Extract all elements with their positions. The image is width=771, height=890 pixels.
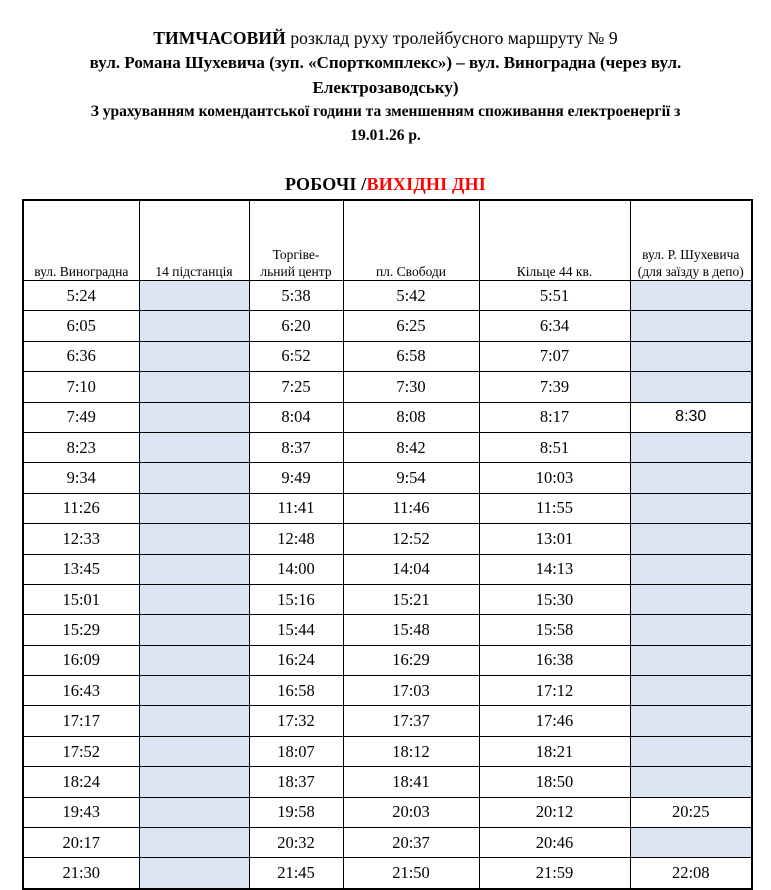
time-cell: 15:16 [249, 584, 343, 614]
time-cell: 8:17 [479, 402, 630, 432]
time-cell-empty [139, 584, 249, 614]
time-cell: 8:51 [479, 432, 630, 462]
time-cell-empty [630, 493, 752, 523]
day-type-workdays: РОБОЧІ / [284, 174, 367, 194]
time-cell: 18:21 [479, 736, 630, 766]
table-row [23, 432, 752, 462]
time-cell: 6:34 [479, 311, 630, 341]
time-cell-empty [139, 493, 249, 523]
time-cell-empty [630, 615, 752, 645]
time-cell: 8:37 [249, 432, 343, 462]
time-cell: 11:46 [343, 493, 479, 523]
route-description: вул. Романа Шухевича (зуп. «Спорткомплекс») – вул. Виноградна (через вул. Електрозаводську) [89, 53, 682, 97]
time-cell: 14:13 [479, 554, 630, 584]
time-cell: 11:55 [479, 493, 630, 523]
column-header-label: Кільце 44 кв. [516, 264, 593, 279]
time-cell: 7:30 [343, 372, 479, 402]
time-cell-empty [139, 311, 249, 341]
time-cell-empty [139, 797, 249, 827]
time-cell: 8:23 [23, 432, 139, 462]
table-row [23, 554, 752, 584]
column-header-6 [630, 200, 752, 281]
time-cell-empty [630, 554, 752, 584]
time-cell: 16:24 [249, 645, 343, 675]
time-cell-empty [630, 767, 752, 797]
time-cell: 6:52 [249, 341, 343, 371]
time-cell: 20:25 [630, 797, 752, 827]
time-cell-empty [139, 554, 249, 584]
time-cell: 17:03 [343, 676, 479, 706]
column-header-5 [479, 200, 630, 281]
column-header-1 [23, 200, 139, 281]
time-cell-empty [139, 858, 249, 889]
time-cell: 16:58 [249, 676, 343, 706]
day-type-holidays: ВИХІДНІ ДНІ [366, 174, 487, 194]
time-cell: 15:21 [343, 584, 479, 614]
time-cell: 13:01 [479, 524, 630, 554]
time-cell: 17:46 [479, 706, 630, 736]
time-cell: 21:50 [343, 858, 479, 889]
time-cell: 12:52 [343, 524, 479, 554]
time-cell-empty [139, 341, 249, 371]
time-cell: 6:25 [343, 311, 479, 341]
table-row [23, 402, 752, 432]
time-cell-empty [139, 524, 249, 554]
table-row [23, 524, 752, 554]
time-cell-empty [139, 402, 249, 432]
time-cell-empty [630, 372, 752, 402]
time-cell-empty [630, 311, 752, 341]
page-title [40, 26, 731, 50]
time-cell-empty [630, 524, 752, 554]
time-cell-empty [139, 615, 249, 645]
time-cell-empty [139, 767, 249, 797]
table-row [23, 706, 752, 736]
time-cell: 7:07 [479, 341, 630, 371]
time-cell-empty [139, 706, 249, 736]
time-cell-empty [630, 584, 752, 614]
table-row [23, 615, 752, 645]
schedule-table-wrapper [22, 199, 751, 890]
time-cell: 14:04 [343, 554, 479, 584]
schedule-table-head [23, 200, 752, 281]
time-cell: 9:49 [249, 463, 343, 493]
time-cell: 15:01 [23, 584, 139, 614]
time-cell: 20:17 [23, 828, 139, 858]
time-cell: 8:08 [343, 402, 479, 432]
table-row [23, 372, 752, 402]
table-row [23, 311, 752, 341]
time-cell: 13:45 [23, 554, 139, 584]
time-cell: 15:44 [249, 615, 343, 645]
time-cell: 8:30 [630, 402, 752, 432]
time-cell: 16:29 [343, 645, 479, 675]
time-cell: 20:32 [249, 828, 343, 858]
time-cell: 21:59 [479, 858, 630, 889]
table-row [23, 493, 752, 523]
time-cell: 6:36 [23, 341, 139, 371]
time-cell: 20:46 [479, 828, 630, 858]
time-cell: 7:39 [479, 372, 630, 402]
time-cell: 5:51 [479, 281, 630, 311]
time-cell-empty [139, 463, 249, 493]
time-cell: 8:04 [249, 402, 343, 432]
time-cell-empty [139, 281, 249, 311]
schedule-table [22, 199, 753, 890]
time-cell: 16:43 [23, 676, 139, 706]
time-cell: 15:48 [343, 615, 479, 645]
column-header-4 [343, 200, 479, 281]
table-row [23, 828, 752, 858]
time-cell: 12:33 [23, 524, 139, 554]
time-cell-empty [630, 736, 752, 766]
time-cell: 16:09 [23, 645, 139, 675]
table-row [23, 858, 752, 889]
time-cell: 15:58 [479, 615, 630, 645]
time-cell-empty [630, 463, 752, 493]
page-title-emphasis: ТИМЧАСОВИЙ [153, 28, 286, 48]
time-cell: 20:12 [479, 797, 630, 827]
time-cell: 5:38 [249, 281, 343, 311]
time-cell: 19:58 [249, 797, 343, 827]
time-cell: 6:58 [343, 341, 479, 371]
time-cell: 6:05 [23, 311, 139, 341]
day-type-heading [0, 174, 771, 195]
time-cell: 11:26 [23, 493, 139, 523]
table-row [23, 463, 752, 493]
time-cell-empty [630, 341, 752, 371]
schedule-table-body [23, 281, 752, 889]
table-row [23, 797, 752, 827]
time-cell: 8:42 [343, 432, 479, 462]
time-cell: 18:07 [249, 736, 343, 766]
time-cell: 6:20 [249, 311, 343, 341]
title-block [0, 0, 771, 148]
time-cell: 9:34 [23, 463, 139, 493]
time-cell-empty [630, 676, 752, 706]
time-cell: 18:24 [23, 767, 139, 797]
curfew-note: З урахуванням комендантської години та зменшенням споживання електроенергії з [90, 103, 681, 120]
time-cell-empty [139, 736, 249, 766]
table-row [23, 584, 752, 614]
time-cell: 20:37 [343, 828, 479, 858]
time-cell: 17:17 [23, 706, 139, 736]
page-title-rest: розклад руху тролейбусного маршруту № 9 [285, 28, 618, 48]
table-row [23, 676, 752, 706]
table-row [23, 645, 752, 675]
time-cell-empty [630, 828, 752, 858]
time-cell: 17:37 [343, 706, 479, 736]
column-header-label: Торгіве- льний центр [260, 247, 332, 279]
effective-date: 19.01.26 р. [350, 127, 421, 144]
time-cell: 15:29 [23, 615, 139, 645]
time-cell: 21:45 [249, 858, 343, 889]
time-cell-empty [139, 676, 249, 706]
time-cell: 7:25 [249, 372, 343, 402]
time-cell: 5:42 [343, 281, 479, 311]
time-cell: 18:12 [343, 736, 479, 766]
column-header-label: 14 підстанція [155, 264, 233, 279]
column-header-label: вул. Р. Шухевича (для заїзду в депо) [637, 247, 744, 279]
column-header-3 [249, 200, 343, 281]
time-cell: 17:52 [23, 736, 139, 766]
time-cell: 17:32 [249, 706, 343, 736]
header-row [23, 200, 752, 281]
time-cell-empty [139, 372, 249, 402]
column-header-label: вул. Виноградна [34, 264, 129, 279]
time-cell-empty [630, 706, 752, 736]
time-cell: 17:12 [479, 676, 630, 706]
time-cell: 7:49 [23, 402, 139, 432]
time-cell: 15:30 [479, 584, 630, 614]
time-cell: 12:48 [249, 524, 343, 554]
time-cell: 9:54 [343, 463, 479, 493]
time-cell-empty [630, 432, 752, 462]
time-cell: 16:38 [479, 645, 630, 675]
time-cell-empty [139, 432, 249, 462]
time-cell: 5:24 [23, 281, 139, 311]
table-row [23, 341, 752, 371]
time-cell: 18:37 [249, 767, 343, 797]
time-cell: 18:50 [479, 767, 630, 797]
time-cell-empty [630, 281, 752, 311]
column-header-label: пл. Свободи [375, 264, 447, 279]
table-row [23, 281, 752, 311]
time-cell-empty [139, 645, 249, 675]
table-row [23, 767, 752, 797]
table-row [23, 736, 752, 766]
time-cell: 10:03 [479, 463, 630, 493]
time-cell: 20:03 [343, 797, 479, 827]
time-cell: 22:08 [630, 858, 752, 889]
time-cell-empty [630, 645, 752, 675]
time-cell: 21:30 [23, 858, 139, 889]
time-cell: 7:10 [23, 372, 139, 402]
time-cell: 19:43 [23, 797, 139, 827]
time-cell: 14:00 [249, 554, 343, 584]
time-cell-empty [139, 828, 249, 858]
time-cell: 18:41 [343, 767, 479, 797]
column-header-2 [139, 200, 249, 281]
time-cell: 11:41 [249, 493, 343, 523]
